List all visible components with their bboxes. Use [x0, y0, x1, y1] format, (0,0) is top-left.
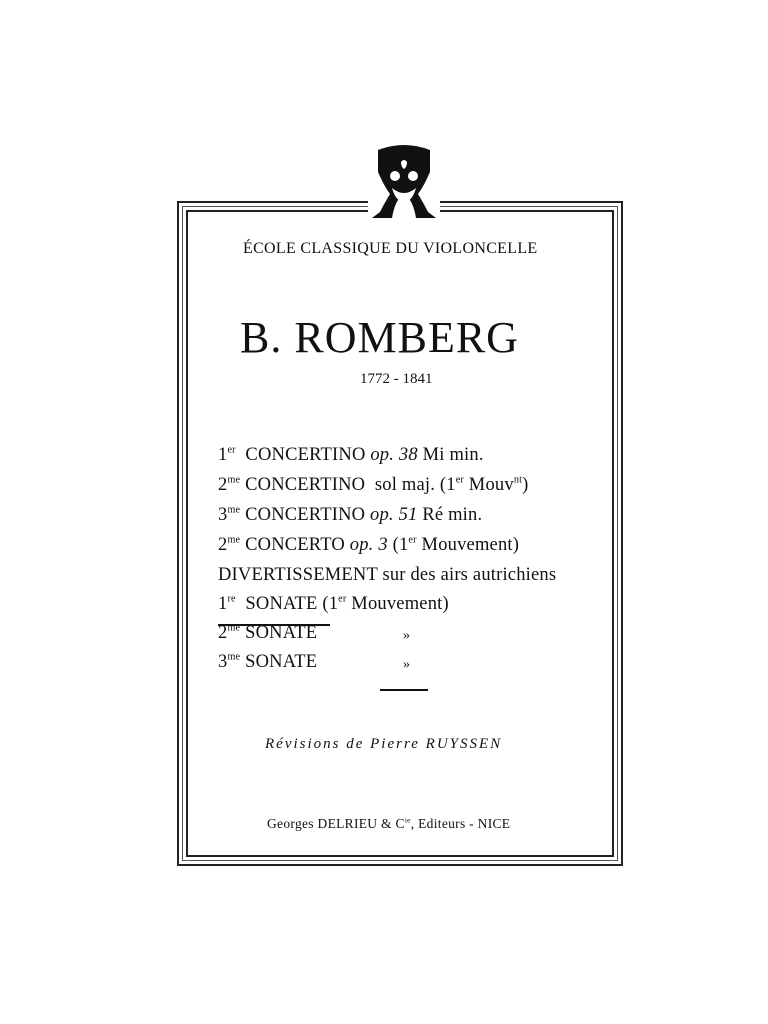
inner-frame-border: [186, 210, 614, 857]
work-item: $3^{me}$ SONATE: [218, 651, 318, 672]
cello-bridge-logo-icon: [364, 142, 444, 220]
ditto-mark: »: [403, 628, 410, 643]
work-item: $2^{me}$ CONCERTO op. 3 (1er Mouvement): [218, 534, 520, 555]
school-series-title: ÉCOLE CLASSIQUE DU VIOLONCELLE: [243, 240, 538, 257]
work-item: $2^{me}$ SONATE: [218, 622, 318, 643]
separator-rule: [380, 689, 428, 691]
publisher-line: Georges DELRIEU & $C^{ie}$, Editeurs - NICE: [267, 815, 511, 831]
work-item: DIVERTISSEMENT sur des airs autrichiens: [218, 565, 557, 585]
revisions-credit: Révisions de Pierre RUYSSEN: [265, 736, 503, 752]
work-item: 1er CONCERTINO op. 38 Mi min.: [218, 444, 484, 465]
composer-name: B. ROMBERG: [240, 313, 519, 362]
work-item: $2^{me}$ CONCERTINO sol maj. (1er Mouv$^{nt}$): [218, 474, 529, 495]
composer-dates: 1772 - 1841: [360, 371, 433, 387]
ditto-mark: »: [403, 657, 410, 672]
work-item: $3^{me}$ CONCERTINO op. 51 Ré min.: [218, 504, 483, 525]
work-item: 1re SONATE (1er Mouvement): [218, 593, 449, 614]
